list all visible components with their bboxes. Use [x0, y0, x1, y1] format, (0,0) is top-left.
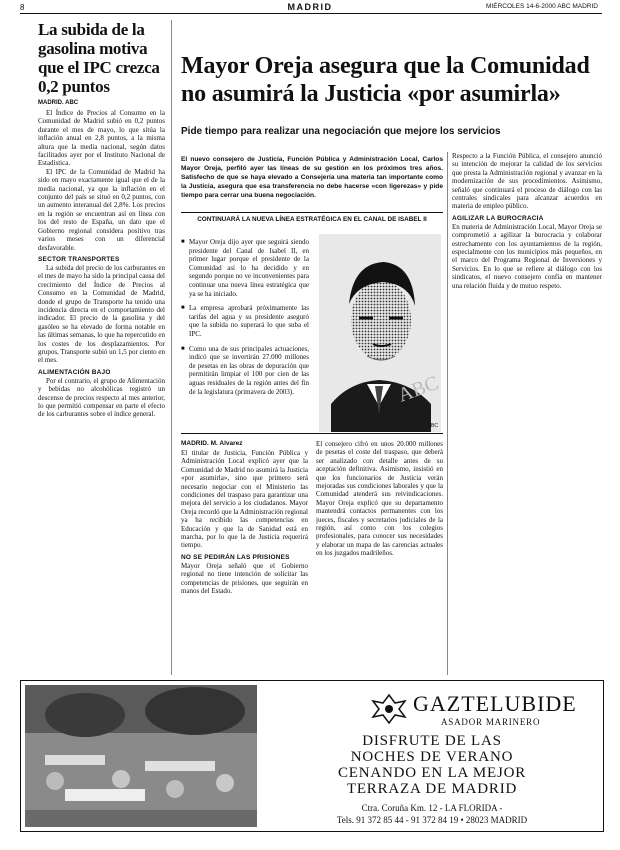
box-bullet: ■ Mayor Oreja dijo ayer que seguirá siendo presidente del Canal de Isabel II, en primer lugar porque el presidente de la Comunidad así lo ha decidido y en segundo porque no ve inconvenientes para continuar una nueva línea estratégica que ya se ha iniciado.	[181, 238, 309, 298]
sidebar-subhead: SECTOR TRANSPORTES	[38, 255, 120, 263]
photo-credit: ABC	[427, 423, 438, 429]
section-label: MADRID	[287, 2, 333, 12]
ad-photo	[25, 685, 257, 827]
body-paragraph: El titular de Justicia, Función Pública y Administración Local explicó ayer que la Comunidad de Madrid no asumirá la Justicia «por asumirla», sino que primero será necesario negociar con el Ministerio las condiciones del traspaso para garantizar una mejora del servicio a los ciudadanos. Mayor Oreja recordó que la Administración regional ya ha recibido las competencias en Educación y que la de Sanidad está en marcha, por lo que la de Justicia requerirá tiempo.	[181, 449, 308, 550]
article-lead: El nuevo consejero de Justicia, Función Pública y Administración Local, Carlos Mayor Oreja, perfiló ayer las líneas de su gestión en los próximos tres años. Satisfecho de que se haya elevado a Consejería una materia tan importante como la Justicia, asegura que esa transferencia no debe hacerse «con ligerezas» y pide tiempo para cerrar una buena negociación.	[181, 156, 443, 199]
body-subhead: NO SE PEDIRÁN LAS PRISIONES	[181, 553, 290, 561]
body-byline: MADRID. M. Alvarez	[181, 440, 243, 447]
sidebar-paragraph: La subida del precio de los carburantes en el mes de mayo ha sido la principal causa del crecimiento del Índice de Precios al Consumo en la Comunidad de Madrid, donde el grupo de Transporte ha tenido una incidencia directa en el comportamiento del indicador. El precio de la gasolina y del gasóleo se ha elevado de forma notable en las últimas semanas, lo que ha repercutido en los costes de los desplazamientos. Por grupos, Transporte subió un 1,5 por ciento en el mes.	[38, 263, 165, 365]
sidebar-byline: MADRID. ABC	[38, 100, 79, 106]
portrait-photo	[319, 234, 441, 432]
portrait-svg	[319, 234, 441, 432]
box-title: CONTINUARÁ LA NUEVA LÍNEA ESTRATÉGICA EN EL CANAL DE ISABEL II	[197, 216, 427, 223]
box-bullet: ■ Como una de sus principales actuaciones, indicó que se invertirán 27.000 millones de pesetas en las obras de depuración que permitirán limpiar el 100 por cien de las aguas residuales de la región antes del fin de la legislatura (primavera de 2003).	[181, 345, 309, 397]
article-headline: Mayor Oreja asegura que la Comunidad no asumirá la Justicia «por asumirla»	[181, 53, 590, 107]
ad-line: DISFRUTE DE LAS	[362, 733, 502, 749]
ad-phones: Tels. 91 372 85 44 - 91 372 84 19 • 28023 MADRID	[336, 815, 528, 825]
sidebar-title: La subida de la gasolina motiva que el IPC crezca 0,2 puntos	[38, 20, 160, 96]
dateline: MIÉRCOLES 14-6-2000 ABC MADRID	[486, 3, 598, 10]
svg-text:ABC: ABC	[395, 371, 441, 407]
ad-logo-icon	[369, 691, 409, 727]
box-bottom-rule	[181, 433, 443, 434]
sidebar	[38, 20, 165, 675]
advertisement	[20, 680, 604, 832]
body-paragraph: El consejero cifró en unos 20.000 millones de pesetas el coste del traspaso, que deberá ser analizado con detalle antes de su aceptación definitiva. Asimismo, insistió en que los funcionarios de Justicia verán mejoradas sus condiciones laborales y que la Comunidad atenderá sus reivindicaciones. Mayor Oreja explicó que su departamento mantendrá contactos permanentes con los jueces, fiscales y secretarios judiciales de la región, así como con los colegios profesionales, para conocer sus necesidades y elaborar un mapa de las carencias actuales en los juzgados madrileños.	[316, 440, 443, 558]
ad-line: NOCHES DE VERANO	[350, 749, 514, 765]
sidebar-paragraph: El Índice de Precios al Consumo en la Comunidad de Madrid subió en 0,2 puntos durante el mes de mayo, lo que sitúa la inflación anual en 2,8 puntos, a la misma altura que la media nacional, según datos facilitados ayer por el Instituto Nacional de Estadística.	[38, 109, 165, 168]
ad-tagline: ASADOR MARINERO	[441, 717, 541, 727]
box-bullets	[181, 238, 309, 402]
terrace-photo-svg	[25, 685, 257, 827]
body-column-2	[316, 440, 443, 674]
sidebar-paragraph: Por el contrario, el grupo de Alimentación y bebidas no alcohólicas registró un descenso de precios respecto al mes anterior, lo que permitió compensar en parte el efecto de los carburantes sobre el índice general.	[38, 376, 165, 419]
article-subheadline: Pide tiempo para realizar una negociación que mejore los servicios	[181, 126, 501, 137]
right-column	[452, 152, 602, 674]
page-number: 8	[20, 3, 25, 12]
column-divider	[171, 20, 172, 675]
sidebar-paragraph: El IPC de la Comunidad de Madrid ha sido en mayo exactamente igual que el de la media nacional, ya que la inflación en el conjunto del país se situó en 0,2 puntos, con un aumento interanual del 2,8%. Los precios en la región se encuentran así en línea con los del resto de España, un dato que el Gobierno regional considera positivo tras varios meses con un diferencial desfavorable.	[38, 167, 165, 252]
box-bullet: ■ La empresa aprobará próximamente las tarifas del agua y su presidente aseguró que la subida no superará lo que suba el IPC.	[181, 304, 309, 338]
body-paragraph: Mayor Oreja señaló que el Gobierno regional no tiene intención de solicitar las competencias de prisiones, que seguirán en manos del Estado.	[181, 561, 308, 596]
sidebar-subhead: ALIMENTACIÓN BAJO	[38, 368, 111, 376]
body-subhead: AGILIZAR LA BUROCRACIA	[452, 214, 544, 222]
body-column-1	[181, 440, 308, 674]
ad-line: TERRAZA DE MADRID	[346, 781, 518, 797]
body-paragraph: En materia de Administración Local, Mayor Oreja se comprometió a agilizar la burocracia y colaborar estrechamente con los ayuntamientos de la región, especialmente con los municipios más pequeños, en el marco del Programa Regional de Inversiones y Servicios. En lo que se refiere al diálogo con los sindicatos, el nuevo consejero confía en mantener una relación fluida y de mutuo respeto.	[452, 222, 602, 290]
ad-address: Ctra. Coruña Km. 12 - LA FLORIDA -	[361, 803, 503, 813]
column-divider	[447, 152, 448, 675]
body-paragraph: Respecto a la Función Pública, el consejero anunció su intención de mejorar la calidad de los servicios que presta la Administración regional y avanzar en la modernización de sus procedimientos. Asimismo, señaló que continuará el proceso de diálogo con las centrales sindicales para alcanzar acuerdos en materia de empleo público.	[452, 152, 602, 211]
box-rule	[181, 212, 443, 213]
ad-brand: GAZTELUBIDE	[413, 691, 577, 716]
header-rule	[20, 13, 602, 14]
ad-line: CENANDO EN LA MEJOR	[337, 765, 527, 781]
canal-box	[181, 212, 443, 434]
